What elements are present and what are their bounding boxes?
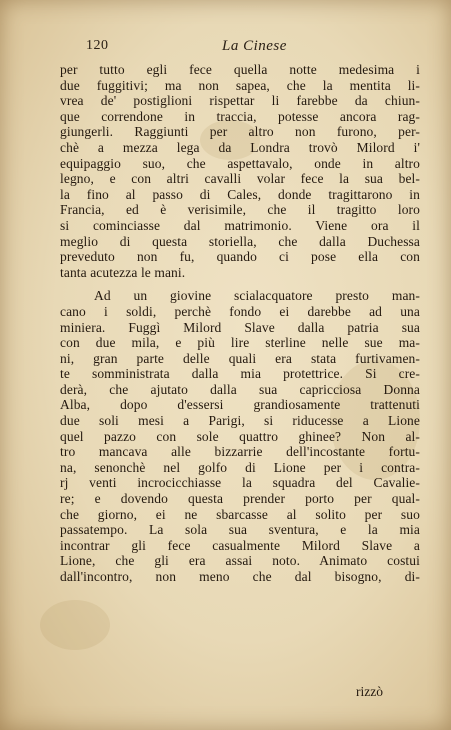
text-line: si cominciasse dal matrimonio. Viene ora il <box>60 217 420 233</box>
text-line: rj venti incrocicchiasse la squadra del Cavalie- <box>60 475 420 491</box>
text-line: Francia, ed è verisimile, che il tragitto loro <box>60 202 420 218</box>
text-line: quel pazzo con sole quattro ghinee? Non al- <box>60 428 420 444</box>
text-line: que correndone in traccia, potesse ancora rag- <box>60 108 420 124</box>
text-line: equipaggio suo, che aspettavalo, onde in altro <box>60 155 420 171</box>
body-text <box>60 62 420 585</box>
text-line: chè a mezza lega da Londra trovò Milord i' <box>60 139 420 155</box>
catchword: rizzò <box>356 684 383 699</box>
text-line: re; e dovendo questa prender porto per qual- <box>60 491 420 507</box>
running-title: La Cinese <box>222 38 287 54</box>
text-line: legno, e con altri cavalli volar fece la sua bel- <box>60 171 420 187</box>
text-line: due soli mesi a Parigi, si riducesse a Lione <box>60 413 420 429</box>
text-line: giungerli. Raggiunti per altro non furono, per- <box>60 124 420 140</box>
text-line: derà, che ajutato dalla sua capricciosa Donna <box>60 381 420 397</box>
page-header <box>86 38 416 60</box>
text-line: te somministrata dalla mia protettrice. Si cre- <box>60 366 420 382</box>
text-line: la fino al passo di Cales, donde tragittarono in <box>60 186 420 202</box>
text-line: con due mila, e più lire sterline nelle sue ma- <box>60 335 420 351</box>
text-line: vrea de' postiglioni rispettar li farebbe da chiun- <box>60 93 420 109</box>
text-line: Lione, che gli era assai noto. Animato costui <box>60 553 420 569</box>
text-line: meglio di questa storiella, che dalla Duchessa <box>60 233 420 249</box>
text-line: preveduto non fu, quando ci pose ella con <box>60 249 420 265</box>
text-line: cano i soldi, perchè fondo ei darebbe ad una <box>60 303 420 319</box>
text-line: passatempo. La sola sua sventura, e la mia <box>60 522 420 538</box>
text-line: Ad un giovine scialacquatore presto man- <box>94 288 420 304</box>
page-number: 120 <box>86 38 109 53</box>
text-line: incontrar gli fece casualmente Milord Slave a <box>60 537 420 553</box>
text-line: due fuggitivi; ma non sapea, che la mentita li- <box>60 77 420 93</box>
text-line: ni, gran parte delle quali era stata furtivamen- <box>60 350 420 366</box>
text-line: per tutto egli fece quella notte medesima i <box>60 62 420 77</box>
text-line: miniera. Fuggì Milord Slave dalla patria sua <box>60 319 420 335</box>
text-line: dall'incontro, non meno che dal bisogno, di- <box>60 569 420 584</box>
text-line: na, senonchè nel golfo di Lione per i contra- <box>60 459 420 475</box>
paper-stain <box>40 600 110 650</box>
text-line: Alba, dopo d'essersi grandiosamente trattenuti <box>60 397 420 413</box>
text-line: tanta acutezza le mani. <box>60 264 186 280</box>
text-line: che giorno, ei ne sbarcasse al solito per suo <box>60 506 420 522</box>
paragraph-gap <box>60 280 420 288</box>
text-line: tro mancava alle bizzarrie dell'incostante fortu- <box>60 444 420 460</box>
